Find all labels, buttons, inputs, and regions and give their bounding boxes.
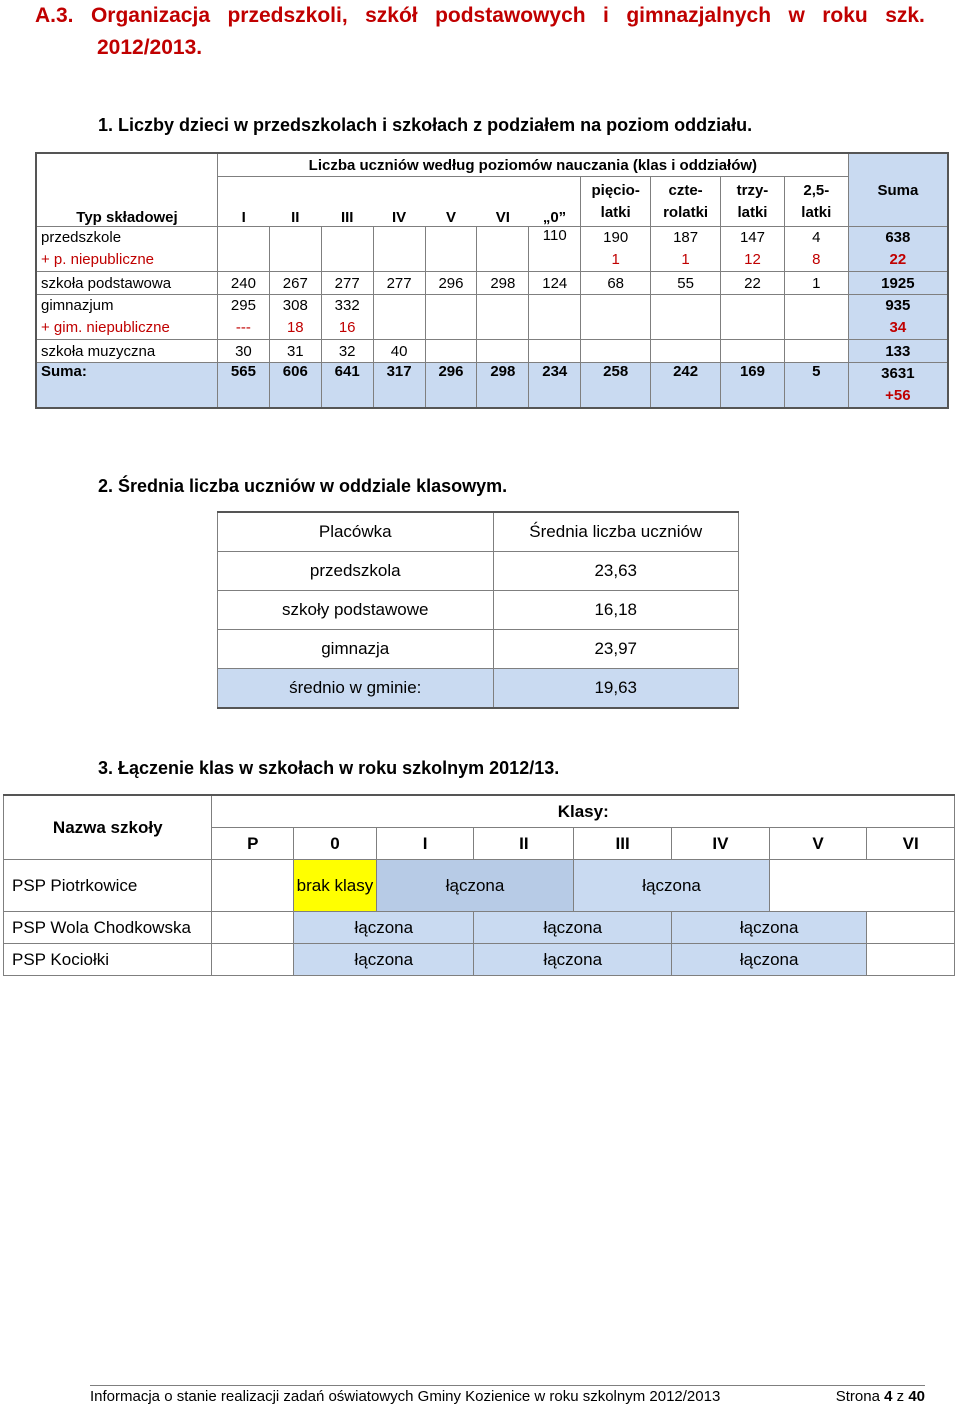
cell-label: przedszkola — [218, 552, 494, 591]
combined-classes-table — [3, 794, 955, 976]
section1-title: 1. Liczby dzieci w przedszkolach i szkołach z podziałem na poziom oddziału. — [98, 115, 753, 135]
table-row — [36, 340, 948, 363]
cell-value: 565 — [217, 363, 269, 409]
heading-word: Organizacja — [90, 4, 211, 27]
cell-label: średnio w gminie: — [218, 669, 494, 709]
cell-value-private: --- — [235, 319, 251, 336]
col-header: Średnia liczba uczniów — [493, 512, 739, 552]
cell-value: 23,97 — [493, 630, 739, 669]
heading-word: szk. — [885, 4, 925, 27]
cell-value: 22 — [721, 272, 785, 295]
cell-label: gimnazja — [218, 630, 494, 669]
col-header: II — [291, 209, 300, 226]
page-total: 40 — [908, 1388, 925, 1405]
cell-value: 296 — [425, 272, 477, 295]
cell-sum: 133 — [848, 340, 948, 363]
cell-value: 5 — [784, 363, 848, 409]
row-label: szkoła podstawowa — [36, 272, 217, 295]
col-header: 0 — [294, 828, 377, 860]
col-type-header: Typ składowej — [36, 153, 217, 227]
table-row — [218, 591, 739, 630]
col-header: VI — [867, 828, 955, 860]
col-header: V — [445, 209, 456, 226]
cell-sum-private: 34 — [889, 319, 907, 336]
heading-word: w — [788, 4, 805, 27]
heading-word: szkół — [365, 4, 418, 27]
table-row — [36, 227, 948, 272]
col-header: IV — [672, 828, 770, 860]
cell-value: 298 — [477, 363, 529, 409]
cell-value: 32 — [321, 340, 373, 363]
table-row — [36, 295, 948, 340]
heading-word: i — [603, 4, 609, 27]
cell-value: 40 — [373, 340, 425, 363]
col-header: P — [212, 828, 294, 860]
cell-value: 641 — [321, 363, 373, 409]
cell-value-private: 1 — [611, 251, 620, 268]
section2-title: 2. Średnia liczba uczniów w oddziale klasowym. — [98, 476, 508, 496]
cell-combined: łączona — [672, 944, 867, 976]
cell-value: 124 — [529, 272, 581, 295]
col-header: Placówka — [218, 512, 494, 552]
cell-combined: łączona — [474, 912, 672, 944]
cell-no-class: brak klasy — [294, 860, 377, 912]
row-label: Suma: — [36, 363, 217, 409]
cell-value: 317 — [373, 363, 425, 409]
col-header: I — [241, 209, 246, 226]
cell-value: 606 — [269, 363, 321, 409]
table-total-row — [36, 363, 948, 409]
table-row — [218, 630, 739, 669]
col-header: III — [574, 828, 672, 860]
average-class-size-table — [217, 511, 739, 709]
cell-sum-private: 22 — [889, 251, 907, 268]
table-row — [218, 552, 739, 591]
col-header-4yo: czte-rolatki — [651, 177, 721, 227]
cell-value-private: 18 — [286, 319, 304, 336]
group-header: Liczba uczniów według poziomów nauczania (klas i oddziałów) — [217, 153, 848, 177]
school-name: PSP Wola Chodkowska — [4, 912, 212, 944]
section3-title: 3. Łączenie klas w szkołach w roku szkolnym 2012/13. — [98, 758, 560, 778]
table-row — [218, 669, 739, 709]
cell-label: szkoły podstawowe — [218, 591, 494, 630]
row-label-private: + p. niepubliczne — [41, 251, 154, 268]
cell-sum: 1925 — [848, 272, 948, 295]
cell-value: 30 — [217, 340, 269, 363]
col-name-header: Nazwa szkoły — [4, 795, 212, 860]
cell-value: 277 — [373, 272, 425, 295]
page-label: Strona — [835, 1388, 880, 1405]
cell-value: 308 — [282, 297, 308, 314]
cell-value: 234 — [529, 363, 581, 409]
cell-sum: 638 — [885, 229, 911, 246]
table-row — [4, 912, 955, 944]
cell-value: 68 — [581, 272, 651, 295]
heading-word: przedszkoli, — [227, 4, 348, 27]
heading-word: gimnazjalnych — [626, 4, 772, 27]
group-header: Klasy: — [212, 795, 955, 828]
cell-value-private: 12 — [744, 251, 761, 268]
page-of: z — [896, 1388, 905, 1405]
cell-value: 169 — [721, 363, 785, 409]
heading-line2: 2012/2013. — [97, 36, 203, 59]
col-header: II — [474, 828, 574, 860]
cell-value-private: 1 — [681, 251, 690, 268]
cell-combined: łączona — [672, 912, 867, 944]
col-header: VI — [495, 209, 510, 226]
page-number — [836, 1388, 925, 1405]
table-row — [4, 860, 955, 912]
page-current: 4 — [884, 1388, 893, 1405]
cell-value: 258 — [581, 363, 651, 409]
cell-value: 332 — [334, 297, 360, 314]
cell-value-private: 16 — [338, 319, 356, 336]
row-label: gimnazjum — [41, 297, 114, 314]
row-label: szkoła muzyczna — [36, 340, 217, 363]
school-name: PSP Piotrkowice — [4, 860, 212, 912]
col-header: V — [769, 828, 866, 860]
school-name: PSP Kociołki — [4, 944, 212, 976]
footer-text: Informacja o stanie realizacji zadań oświatowych Gminy Kozienice w roku szkolnym 2012/2013 — [90, 1388, 721, 1405]
cell-value: 19,63 — [493, 669, 739, 709]
heading-word: roku — [822, 4, 868, 27]
page-footer — [90, 1385, 925, 1405]
heading-word: podstawowych — [435, 4, 586, 27]
cell-sum-private: +56 — [885, 387, 911, 404]
col-header-25yo: 2,5-latki — [784, 177, 848, 227]
cell-value: 296 — [425, 363, 477, 409]
cell-value: 298 — [477, 272, 529, 295]
cell-value: 16,18 — [493, 591, 739, 630]
students-by-level-table — [35, 152, 949, 409]
cell-combined: łączona — [474, 944, 672, 976]
cell-value: 267 — [269, 272, 321, 295]
cell-value: 295 — [230, 297, 256, 314]
cell-combined: łączona — [294, 944, 474, 976]
col-header: I — [376, 828, 474, 860]
col-header: IV — [391, 209, 407, 226]
col-header: III — [340, 209, 354, 226]
cell-value-private: 8 — [812, 251, 821, 268]
cell-value: 1 — [784, 272, 848, 295]
cell-value: 110 — [529, 227, 581, 272]
cell-value: 147 — [739, 229, 765, 246]
cell-value: 190 — [603, 229, 629, 246]
cell-value: 31 — [269, 340, 321, 363]
row-label: przedszkole — [41, 229, 122, 246]
cell-sum: 935 — [885, 297, 911, 314]
cell-value: 187 — [673, 229, 699, 246]
cell-combined: łączona — [294, 912, 474, 944]
col-header-5yo: pięcio-latki — [581, 177, 651, 227]
cell-value: 23,63 — [493, 552, 739, 591]
table-row — [4, 944, 955, 976]
cell-value: 242 — [651, 363, 721, 409]
cell-value: 240 — [217, 272, 269, 295]
cell-value: 277 — [321, 272, 373, 295]
page-heading — [35, 0, 925, 64]
col-header-3yo: trzy-latki — [721, 177, 785, 227]
col-header: „0” — [542, 209, 567, 226]
col-sum-header: Suma — [848, 153, 948, 227]
cell-combined: łączona — [376, 860, 573, 912]
table-row — [36, 272, 948, 295]
cell-sum: 3631 — [881, 365, 915, 382]
row-label-private: + gim. niepubliczne — [41, 319, 170, 336]
cell-value: 4 — [812, 229, 821, 246]
cell-value: 55 — [651, 272, 721, 295]
heading-number: A.3. — [35, 4, 74, 27]
cell-combined: łączona — [574, 860, 770, 912]
